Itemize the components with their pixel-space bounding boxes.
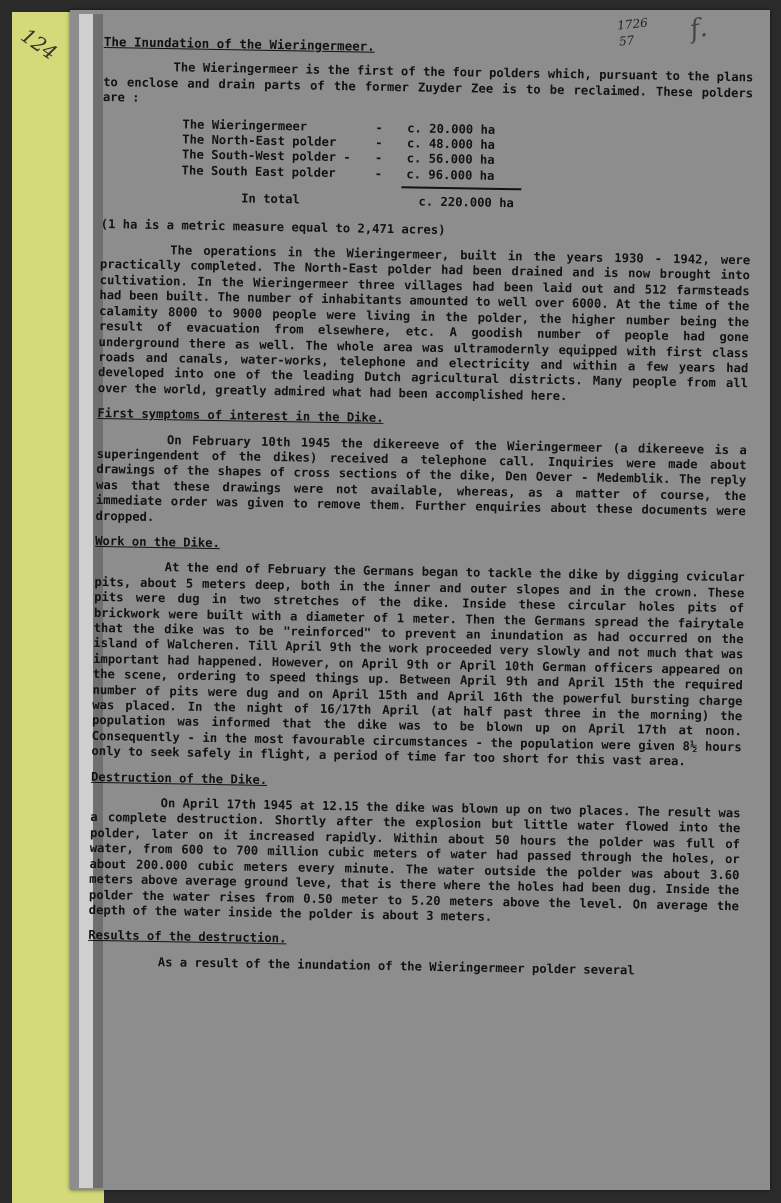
acre-note: (1 ha is a metric measure equal to 2,471 acres) [100, 216, 446, 237]
operations-paragraph: The operations in the Wieringermeer, built in the years 1930 - 1942, were practically completed. The North-East polder had been drained and is now brought into cultivation. In the Wieringermeer three villages had been laid out and 512 farmsteads had been built. The number of inhabitants amounted to well over 6000. At the time of the calamity 8000 to 9000 people were living in the polder, the higher number being the result of evacuation from elsewhere, etc. A goodish number of people had gone underground there as well. The whole area was ultramodernly equipped with first class roads and canals, water-works, telephone and electricity and within a few years had developed into one of the leading Dutch agricultural districts. Many people from all over the world, greatly admired what had been accomplished here. [97, 243, 751, 403]
symptoms-paragraph: On February 10th 1945 the dikereeve of the Wieringermeer (a dikereeve is a superingendent of the dikes) received a telephone call. Inquiries were made about drawings of the shapes of cross sections of the dike, Den Oever - Medemblik. The reply was that these drawings were not available, whereas, as a matter of course, the immediate order was given to remove them. Further enquiries about these documents were dropped. [95, 432, 747, 524]
dash: - [374, 166, 383, 181]
intro-paragraph: The Wieringermeer is the first of the four polders which, pursuant to the plans to enclose and drain parts of the former Zuyder Zee is to be reclaimed. These polders are : [102, 60, 754, 105]
polder-area: c. 48.000 ha [406, 136, 496, 152]
polder-area: c. 56.000 ha [406, 151, 495, 168]
polder-area: c. 20.000 ha [407, 120, 496, 137]
archive-reference-line2: 57 [618, 33, 635, 49]
heading-destruction: Destruction of the Dike. [90, 769, 268, 787]
total-label: In total [241, 191, 300, 207]
archive-reference-line1: 1726 [616, 15, 649, 33]
heading-first-symptoms: First symptoms of interest in the Dike. [97, 406, 384, 426]
polders-table [181, 117, 503, 184]
polder-name: The North-East polder [182, 132, 337, 150]
work-paragraph: At the end of February the Germans began to tackle the dike by digging cvicular pits, about 5 meters deep, both in the inner and outer slopes and in the crown. These pits were dug in two stretches of the dike. Inside these circular holes pits of brickwork were built with a diameter of 1 meter. Then the Germans spread the fairytale that the dike was to be "reinforced" to prevent an inundation as had occurred on the island of Walcheren. Till April 9th the work proceeded very slowly and not much that was important had happened. However, on April 9th or April 10th German officers appeared on the scene, ordering to speed things up. Between April 9th and April 15th the required number of pits were dug and on April 15th and April 16th the powerful bursting charge was placed. In the night of 16/17th April (at half past three in the morning) the population was informed that the dike was to be blown up on April 17th at noon. Consequently - in the most favourable circumstances - the population were given 8½ hours only to seek safely in flight, a period of time far too short for this vast area. [91, 560, 745, 769]
document-title: The Inundation of the Wieringermeer. [103, 34, 375, 54]
results-paragraph: As a result of the inundation of the Wieringermeer polder several [157, 954, 635, 978]
total-value: c. 220.000 ha [418, 194, 514, 211]
dash: - [375, 120, 383, 135]
polder-name: The Wieringermeer [182, 117, 308, 134]
polder-name: The South-West polder - [181, 147, 351, 165]
polder-area: c. 96.000 ha [406, 167, 495, 183]
polder-name: The South East polder [181, 163, 336, 180]
total-row [101, 189, 751, 216]
document-body [88, 34, 754, 990]
folio-number: 124 [16, 23, 62, 65]
handwritten-initials: f. [687, 12, 710, 46]
dash: - [375, 135, 383, 150]
destruction-paragraph: On April 17th 1945 at 12.15 the dike was blown up on two places. The result was a complete destruction. Shortly after the explosion but little water flowed into the polder, later on it increased rapidly. Within about 50 hours the polder was full of water, from 600 to 700 million cubic meters of water had passed through the holes, or about 200.000 cubic meters every minute. The water outside the polder was about 3.60 meters above average ground leve, that is there where the holes had been dug. Inside the polder the water rises from 0.50 meter to 5.20 meters above the level. On average the depth of the water inside the polder is about 3 meters. [88, 796, 741, 924]
heading-results: Results of the destruction. [88, 928, 287, 946]
sum-rule [401, 186, 521, 190]
dash: - [374, 151, 383, 166]
heading-work-on-dike: Work on the Dike. [95, 533, 221, 551]
